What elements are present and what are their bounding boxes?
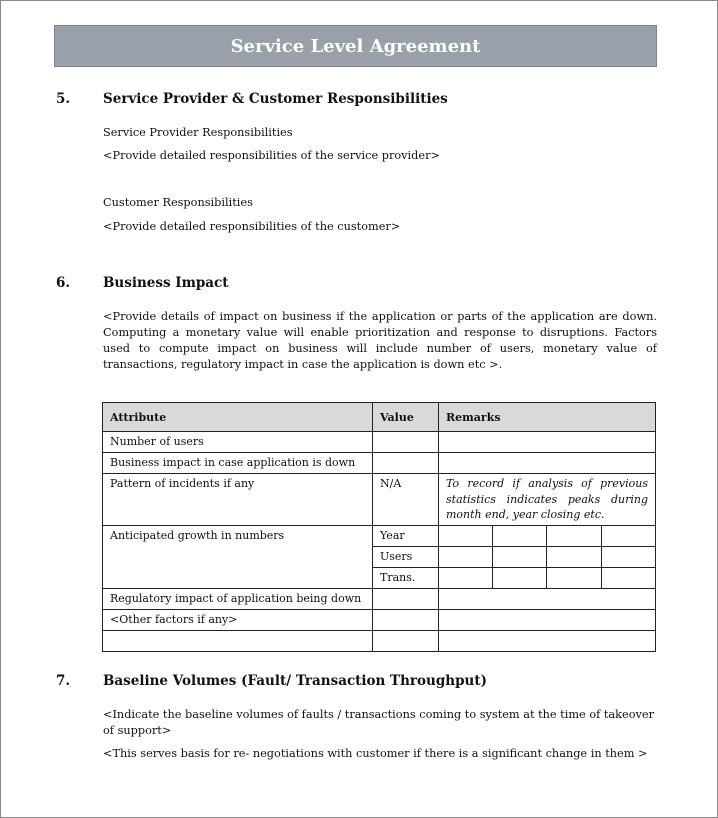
table-row [103,588,656,609]
cell-trans-3 [547,567,601,588]
cell-users-4 [601,546,655,567]
table-row [103,609,656,630]
customer-responsibilities-placeholder: <Provide detailed responsibilities of the customer> [103,220,401,233]
cell-year-4 [601,525,655,546]
customer-responsibilities-heading: Customer Responsibilities [103,196,253,209]
table-row-growth [103,525,656,546]
section-6-title: Business Impact [103,275,229,291]
business-impact-table [102,402,656,652]
cell-trans-4 [601,567,655,588]
table-row [103,630,656,651]
cell-users-1 [439,546,493,567]
cell-remarks [439,630,656,651]
cell-value [373,432,439,453]
cell-attribute: Business impact in case application is down [103,453,373,474]
cell-attribute: Pattern of incidents if any [103,474,373,526]
cell-attribute [103,630,373,651]
cell-remarks [439,609,656,630]
cell-attribute: <Other factors if any> [103,609,373,630]
provider-responsibilities-placeholder: <Provide detailed responsibilities of the service provider> [103,149,440,162]
cell-year-2 [493,525,547,546]
cell-value [373,588,439,609]
cell-value [373,609,439,630]
cell-sub-label: Year [373,525,439,546]
cell-remarks: To record if analysis of previous statistics indicates peaks during month end, year closing etc. [439,474,656,526]
header-remarks: Remarks [439,403,656,432]
cell-sub-label: Trans. [373,567,439,588]
cell-sub-label: Users [373,546,439,567]
provider-responsibilities-heading: Service Provider Responsibilities [103,126,293,139]
document-title: Service Level Agreement [230,35,481,57]
header-value: Value [373,403,439,432]
cell-remarks [439,453,656,474]
cell-value [373,453,439,474]
cell-users-3 [547,546,601,567]
cell-attribute: Anticipated growth in numbers [103,525,373,588]
table-row [103,432,656,453]
section-6-number: 6. [56,275,71,291]
cell-remarks [439,588,656,609]
document-title-bar [54,25,657,67]
cell-value [373,630,439,651]
header-attribute: Attribute [103,403,373,432]
cell-remarks [439,432,656,453]
cell-trans-1 [439,567,493,588]
cell-year-1 [439,525,493,546]
table-header-row [103,403,656,432]
baseline-volumes-line-1: <Indicate the baseline volumes of faults / transactions coming to system at the time of takeover of support> [103,708,654,737]
cell-value: N/A [373,474,439,526]
cell-users-2 [493,546,547,567]
section-7-title: Baseline Volumes (Fault/ Transaction Throughput) [103,673,487,689]
cell-trans-2 [493,567,547,588]
business-impact-paragraph: <Provide details of impact on business if the application or parts of the application are down. Computing a monetary value will enable prioritization and response to disruptions. Factors used to compute impact on business will include number of users, monetary value of transactions, regulatory impact in case the application is down etc >. [103,310,657,371]
table-row [103,453,656,474]
section-7-number: 7. [56,673,71,689]
table-row [103,474,656,526]
baseline-volumes-line-2: <This serves basis for re- negotiations with customer if there is a significant change in them > [103,747,648,760]
cell-attribute: Regulatory impact of application being down [103,588,373,609]
section-5-title: Service Provider & Customer Responsibilities [103,91,448,107]
cell-year-3 [547,525,601,546]
section-5-number: 5. [56,91,71,107]
cell-attribute: Number of users [103,432,373,453]
